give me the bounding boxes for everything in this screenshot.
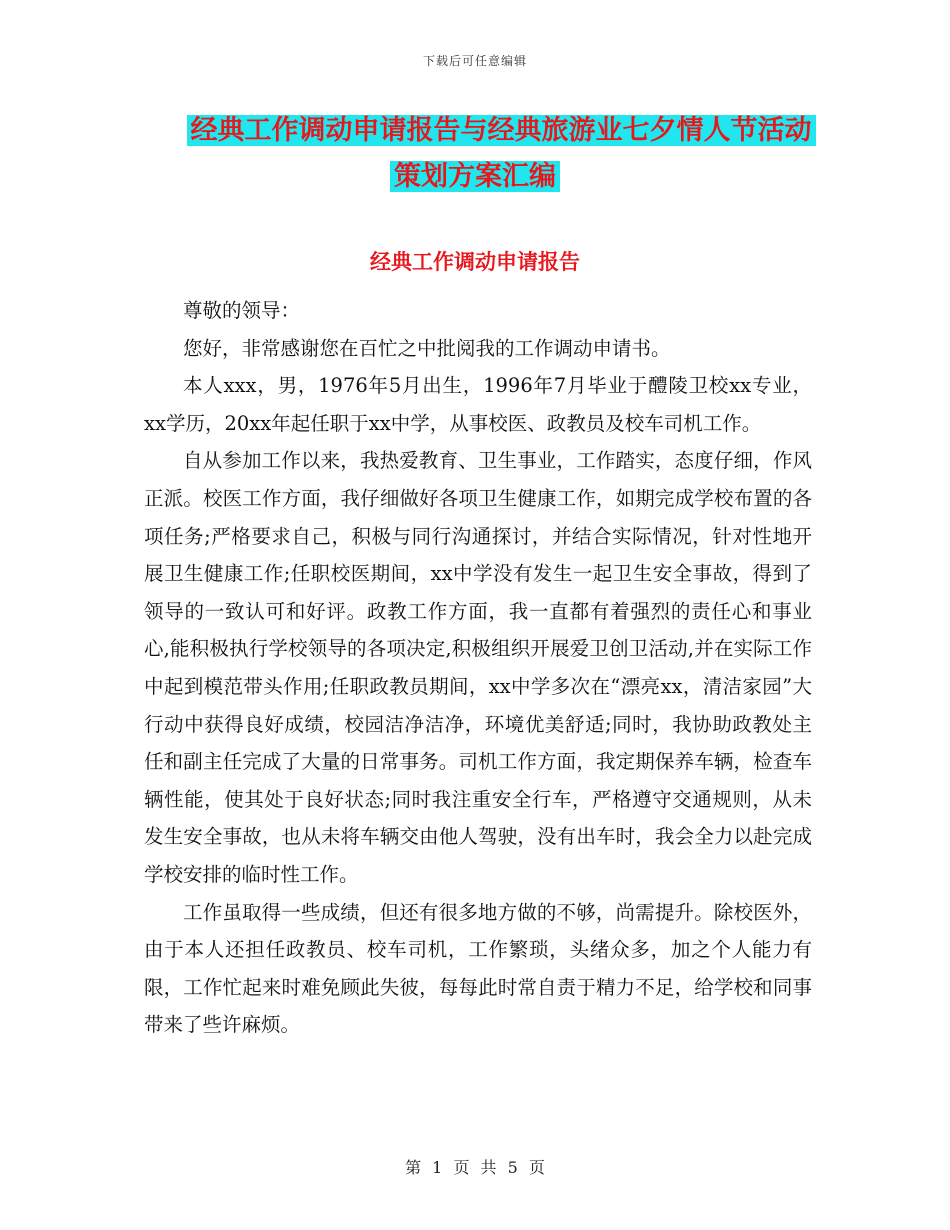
paragraph: 本人xxx，男，1976年5月出生，1996年7月毕业于醴陵卫校xx专业，xx学历，20xx年起任职于xx中学，从事校医、政教员及校车司机工作。 xyxy=(144,374,812,435)
salutation: 尊敬的领导： xyxy=(183,299,301,322)
header-note: 下载后可任意编辑 xyxy=(422,54,527,68)
title-line-1: 经典工作调动申请报告与经典旅游业七夕情人节活动 xyxy=(187,115,816,146)
paragraph: 工作虽取得一些成绩，但还有很多地方做的不够，尚需提升。除校医外，由于本人还担任政教员、校车司机，工作繁琐，头绪众多，加之个人能力有限，工作忙起来时难免顾此失彼，每每此时常自责于精力不足，给学校和同事带来了些许麻烦。 xyxy=(144,900,812,1037)
section-heading: 经典工作调动申请报告 xyxy=(370,250,580,274)
page-footer: 第 1 页 共 5 页 xyxy=(405,1158,545,1177)
document-body xyxy=(144,292,812,1044)
document-title xyxy=(0,108,950,200)
paragraph: 自从参加工作以来，我热爱教育、卫生事业，工作踏实，态度仔细，作风正派。校医工作方面，我仔细做好各项卫生健康工作，如期完成学校布置的各项任务;严格要求自己，积极与同行沟通探讨，并结合实际情况，针对性地开展卫生健康工作;任职校医期间，xx中学没有发生一起卫生安全事故，得到了领导的一致认可和好评。政教工作方面，我一直都有着强烈的责任心和事业心,能积极执行学校领导的各项决定,积极组织开展爱卫创卫活动,并在实际工作中起到模范带头作用;任职政教员期间，xx中学多次在“漂亮xx，清洁家园”大行动中获得良好成绩，校园洁净洁净，环境优美舒适;同时，我协助政教处主任和副主任完成了大量的日常事务。司机工作方面，我定期保养车辆，检查车辆性能，使其处于良好状态;同时我注重安全行车，严格遵守交通规则，从未发生安全事故，也从未将车辆交由他人驾驶，没有出车时，我会全力以赴完成学校安排的临时性工作。 xyxy=(144,449,812,886)
title-line-2: 策划方案汇编 xyxy=(390,161,560,192)
paragraph: 您好，非常感谢您在百忙之中批阅我的工作调动申请书。 xyxy=(183,336,671,360)
